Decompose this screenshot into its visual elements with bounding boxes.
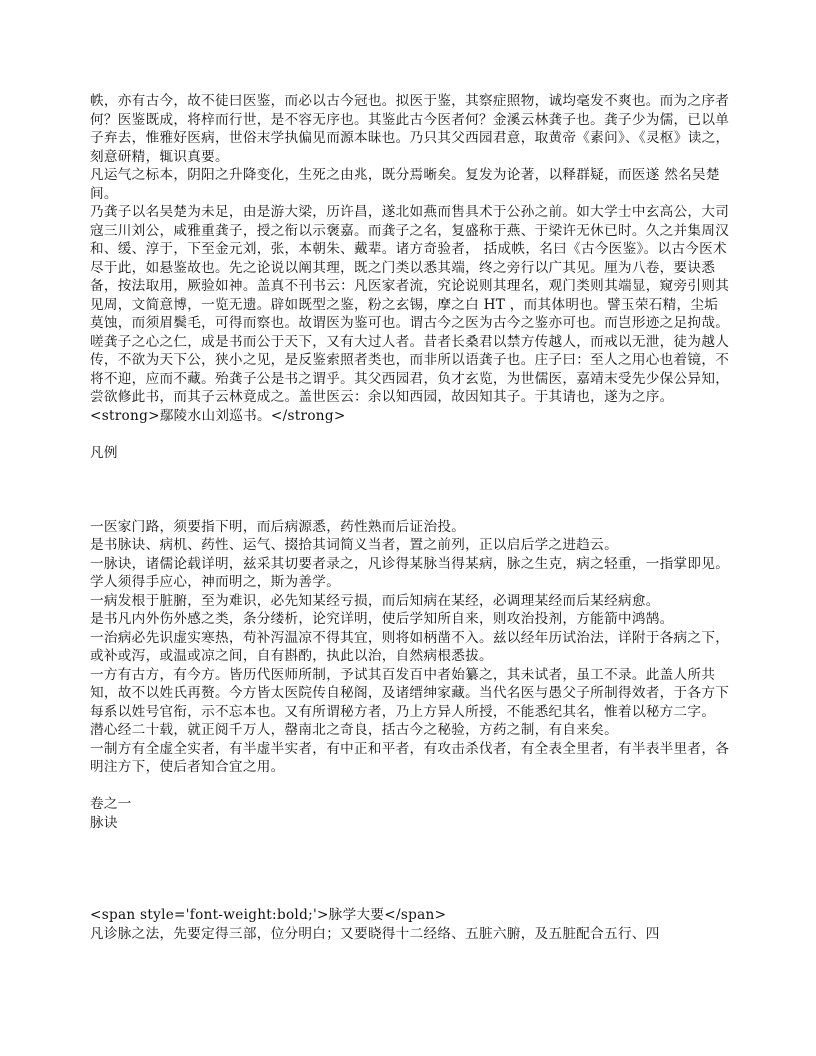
fanli-item: 潜心经二十载，就正阅千万人，罄南北之奇良，括古今之秘验，方药之制，有自来矣。 bbox=[90, 722, 618, 738]
fanli-item: 一治病必先识虚实寒热，苟补泻温凉不得其宜，则将如柄凿不入。兹以经年历试治法，详附于各病之下，或补或泻，或温或凉之间，自有斟酌，执此以治，自然病根悉拔。 bbox=[90, 629, 730, 664]
fanli-item: 一医家门路，须要指下明，而后病源悉，药性熟而后证治投。 bbox=[90, 518, 466, 535]
spacer bbox=[90, 777, 730, 796]
fanli-heading: 凡例 bbox=[90, 444, 118, 461]
preface-signature: <strong>鄢陵水山刘巡书。</strong> bbox=[90, 407, 346, 424]
preface-paragraph-1: 帙，亦有古今，故不徒曰医鉴，而必以古今冠也。拟医于鉴，其察症照物，诚均毫发不爽也。而为之序者何？医鉴既成，将梓而行世，是不容无序也。其鉴此古今医者何？金溪云林龚子也。龚子少为儒，已以单子弃去，惟雅好医病，世俗末学执偏见而源本昧也。乃只其父西园君意，取黄帝《素问》、《灵枢》读之，刻意研精，辄识真要。 bbox=[90, 93, 730, 165]
fanli-item: 一方有古方，有今方。皆历代医师所制，予试其百发百中者始纂之，其未试者，虽工不录。此盖人所共知，故不以姓氏再赘。今方皆太医院传自秘阁，及诸缙绅家藏。当代名医与愚父子所制得效者，于各方下每系以姓号官衔，示不忘本也。又有所谓秘方者，乃上方异人所授，不能悉纪其名，惟着以秘方二字。 bbox=[90, 666, 730, 720]
preface-paragraph-3: 乃龚子以名吴楚为未足，由是游大梁，历许昌，遂北如燕而售具术于公孙之前。如大学士中玄高公，大司寇三川刘公，咸雅重龚子，授之衔以示褒嘉。而龚子之名，复盛称于燕、于梁许无休已时。久之并集周汉和、缓、淳于，下至金元刘，张，本朝朱、戴辈。诸方奇验者， 括成帙，名曰《古今医鉴》。以古今医术尽于此，如悬鉴故也。先之论说以阐其理，既之门类以悉其端，终之旁行以广其见。厘为八卷，要诀悉备，按法取用，厥验如神。盖真不刊书云：凡医家者流，究论说则其理名，观门类则其端显，窥旁引则其见周，文简意博，一览无遗。辟如既型之鉴，粉之玄锡，摩之白 HT ，而其体明也。譬玉荣石精，尘垢莫蚀，而须眉鬓毛，可得而察也。故谓医为鉴可也。谓古今之医为古今之鉴亦可也。而岂形迹之足拘哉。嗟龚子之心之仁，成是书而公于天下，又有大过人者。昔者长桑君以禁方传越人，而戒以无泄，徒为越人传，不欲为天下公，狭小之见，是反鉴索照者类也，而非所以语龚子也。庄子曰：至人之用心也着镜，不将不迎，应而不藏。殆龚子公是书之谓乎。其父西园君，负才玄览，为世儒医，嘉靖末受先少保公异知，尝欲修此书，而其子云林竟成之。盖世医云：余以知西园，故因知其子。于其请也，遂为之序。 bbox=[90, 204, 730, 405]
fanli-item: 是书凡内外伤外感之类，条分缕析，论究详明，使后学知所自来，则攻治投剂，方能箭中鸿鹄。 bbox=[90, 611, 674, 627]
spacer bbox=[90, 832, 730, 851]
spacer bbox=[90, 851, 730, 870]
fanli-item: 是书脉诀、病机、药性、运气、掇拾其词简义当者，置之前列，正以启后学之进趋云。 bbox=[90, 537, 618, 553]
fanli-item: 一脉诀，诸儒论载详明，兹采其切要者录之，凡诊得某脉当得某病，脉之生克，病之轻重，一指掌即见。学人须得手应心，神而明之，斯为善学。 bbox=[90, 555, 730, 590]
section-heading: <span style='font-weight:bold;'>脉学大要</span> bbox=[90, 907, 447, 923]
volume-title: 卷之一 bbox=[90, 796, 132, 812]
spacer bbox=[90, 869, 730, 888]
spacer bbox=[90, 462, 730, 481]
spacer bbox=[90, 425, 730, 444]
spacer bbox=[90, 499, 730, 518]
volume-subtitle: 脉诀 bbox=[90, 814, 118, 831]
fanli-item: 一制方有全虚全实者，有半虚半实者，有中正和平者，有攻击杀伐者，有全表全里者，有半表半里者，各明注方下，使后者知合宜之用。 bbox=[90, 740, 730, 775]
fanli-item: 一病发根于脏腑，至为难识，必先知某经亏损，而后知病在某经，必调理某经而后某经病愈。 bbox=[90, 592, 660, 609]
preface-paragraph-2: 凡运气之标本，阴阳之升降变化，生死之由兆，既分焉晰矣。复发为论著，以释群疑，而医遂 然名吴楚间。 bbox=[90, 167, 720, 202]
document-page bbox=[90, 92, 730, 943]
spacer bbox=[90, 481, 730, 500]
spacer bbox=[90, 888, 730, 907]
section-first-line: 凡诊脉之法，先要定得三部，位分明白；又要晓得十二经络、五脏六腑，及五脏配合五行、四 bbox=[90, 925, 660, 942]
